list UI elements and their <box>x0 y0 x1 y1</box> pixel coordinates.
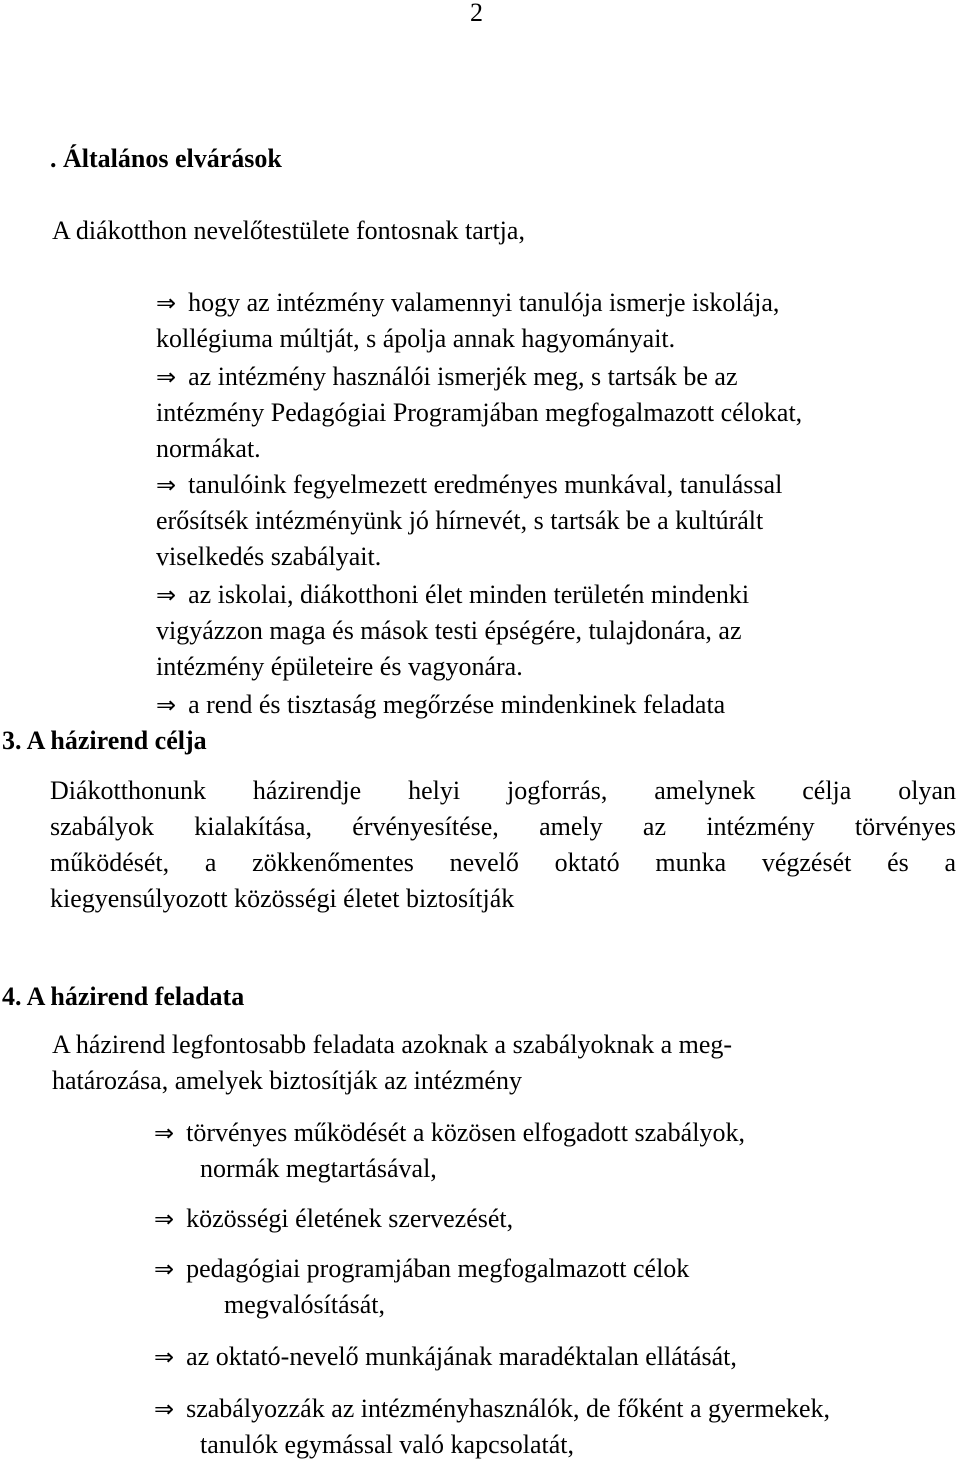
list-item-continued: normákat. <box>156 434 261 463</box>
double-arrow-icon: ⇒ <box>154 1119 175 1147</box>
list-item-continued: intézmény épületeire és vagyonára. <box>156 652 523 681</box>
list-item-continued: normák megtartásával, <box>200 1154 437 1183</box>
page-number: 2 <box>470 0 483 27</box>
section-heading-4: 4. A házirend feladata <box>2 982 245 1011</box>
list-item: ⇒ törvényes működését a közösen elfogadott szabályok, <box>154 1118 745 1147</box>
paragraph-line: Diákotthonunk házirendje helyi jogforrás, amelynek célja olyan <box>50 776 956 805</box>
list-item: ⇒ közösségi életének szervezését, <box>154 1204 514 1233</box>
list-item-continued: erősítsék intézményünk jó hírnevét, s tartsák be a kultúrált <box>156 506 764 535</box>
intro-text: határozása, amelyek biztosítják az intézmény <box>52 1066 522 1095</box>
list-item: ⇒ hogy az intézmény valamennyi tanulója ismerje iskolája, <box>156 288 780 317</box>
list-item-continued: megvalósítását, <box>224 1290 386 1319</box>
double-arrow-icon: ⇒ <box>156 289 177 317</box>
double-arrow-icon: ⇒ <box>156 363 177 391</box>
list-item: ⇒ az oktató-nevelő munkájának maradéktalan ellátását, <box>154 1342 737 1371</box>
list-item: ⇒ az intézmény használói ismerjék meg, s tartsák be az <box>156 362 738 391</box>
double-arrow-icon: ⇒ <box>154 1255 175 1283</box>
list-item-continued: kollégiuma múltját, s ápolja annak hagyományait. <box>156 324 676 353</box>
double-arrow-icon: ⇒ <box>154 1205 175 1233</box>
list-item-continued: vigyázzon maga és mások testi épségére, tulajdonára, az <box>156 616 742 645</box>
list-item-continued: tanulók egymással való kapcsolatát, <box>200 1430 575 1459</box>
list-item: ⇒ az iskolai, diákotthoni élet minden területén mindenki <box>156 580 750 609</box>
double-arrow-icon: ⇒ <box>154 1343 175 1371</box>
list-item: ⇒ a rend és tisztaság megőrzése mindenkinek feladata <box>156 690 726 719</box>
double-arrow-icon: ⇒ <box>156 581 177 609</box>
intro-text: A diákotthon nevelőtestülete fontosnak tartja, <box>52 216 525 245</box>
double-arrow-icon: ⇒ <box>154 1395 175 1423</box>
double-arrow-icon: ⇒ <box>156 691 177 719</box>
section-heading-3: 3. A házirend célja <box>2 726 207 755</box>
list-item-continued: viselkedés szabályait. <box>156 542 382 571</box>
list-item: ⇒ szabályozzák az intézményhasználók, de főként a gyermekek, <box>154 1394 831 1423</box>
section-heading-general: . Általános elvárások <box>50 144 282 173</box>
list-item: ⇒ tanulóink fegyelmezett eredményes munkával, tanulással <box>156 470 783 499</box>
double-arrow-icon: ⇒ <box>156 471 177 499</box>
paragraph-line: szabályok kialakítása, érvényesítése, amely az intézmény törvényes <box>50 812 956 841</box>
list-item-continued: intézmény Pedagógiai Programjában megfogalmazott célokat, <box>156 398 803 427</box>
intro-text: A házirend legfontosabb feladata azoknak a szabályoknak a meg- <box>52 1030 733 1059</box>
list-item: ⇒ pedagógiai programjában megfogalmazott célok <box>154 1254 690 1283</box>
paragraph-line: működését, a zökkenőmentes nevelő oktató munka végzését és a <box>50 848 956 877</box>
paragraph-line: kiegyensúlyozott közösségi életet biztosítják <box>50 884 515 913</box>
